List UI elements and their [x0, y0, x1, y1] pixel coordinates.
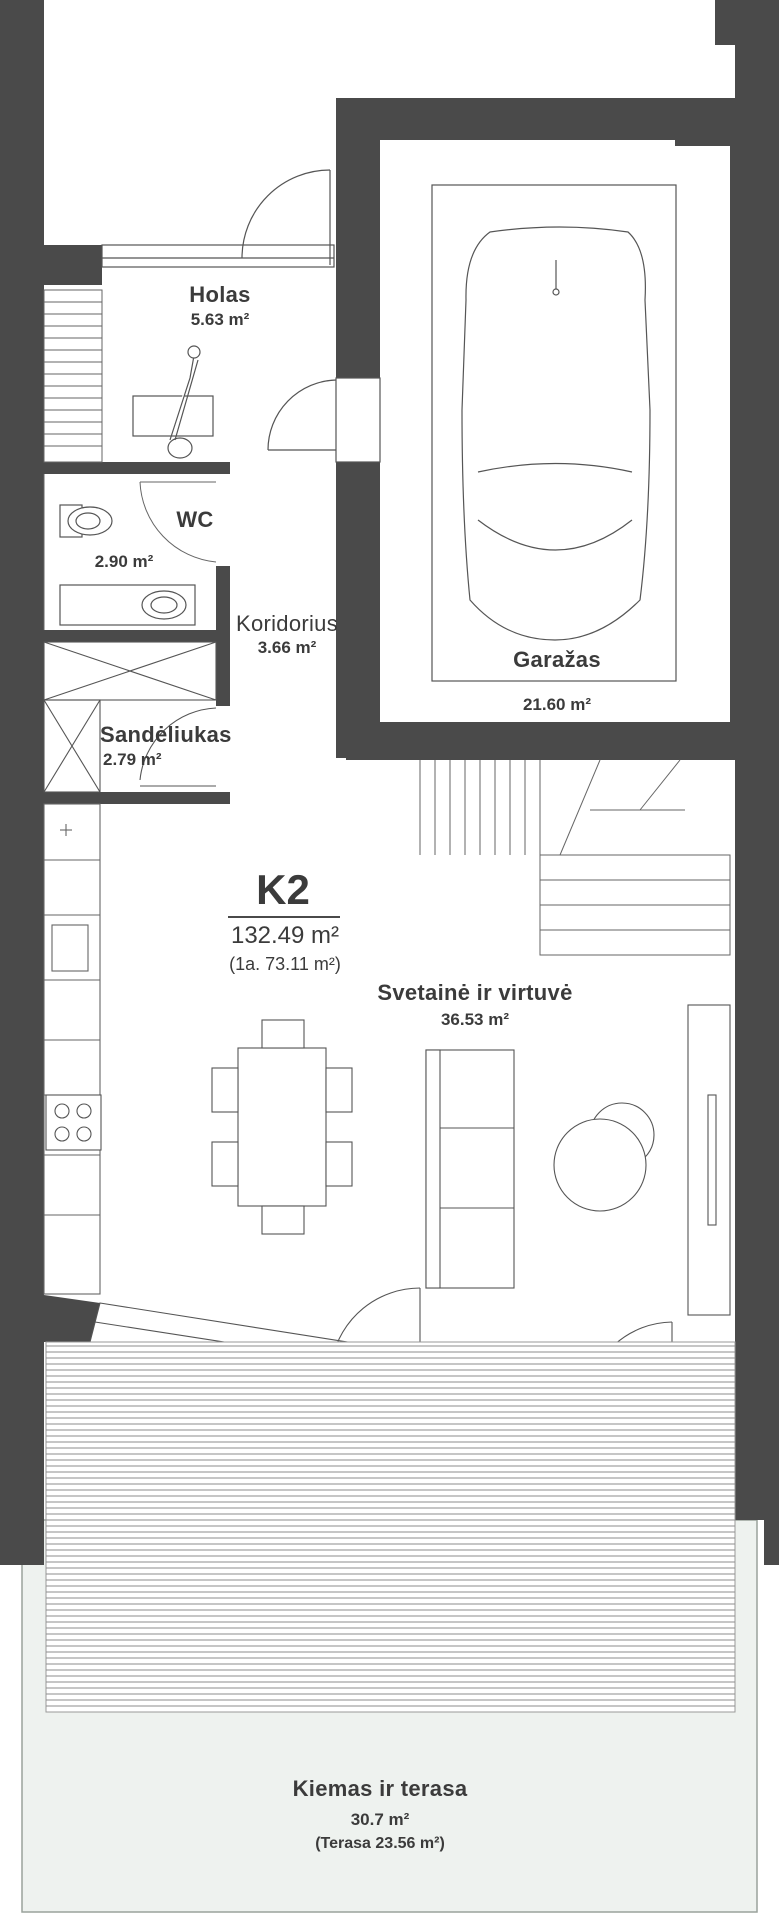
stove-icon — [46, 1095, 101, 1150]
code-underline — [228, 916, 340, 918]
terrace-area: (Terasa 23.56 m²) — [315, 1835, 445, 1852]
car-icon — [432, 185, 676, 681]
room-name-svetaine: Svetainė ir virtuvė — [377, 980, 573, 1005]
kitchen-counter — [44, 804, 100, 1294]
stairs-icon — [44, 290, 102, 462]
room-name-koridorius: Koridorius — [235, 611, 339, 636]
toilet-icon — [60, 505, 112, 537]
room-name-kiemas: Kiemas ir terasa — [292, 1776, 468, 1801]
room-area-wc: 2.90 m² — [94, 552, 154, 571]
apartment-total-area: 132.49 m² — [230, 922, 340, 949]
apartment-code: K2 — [256, 866, 310, 913]
room-name-garazas: Garažas — [513, 647, 601, 672]
room-area-koridorius: 3.66 m² — [257, 638, 317, 657]
apartment-first-floor-area: (1a. 73.11 m²) — [229, 954, 341, 974]
person-icon — [133, 346, 213, 458]
sofa — [426, 1050, 514, 1288]
tables — [554, 1005, 730, 1315]
room-area-garazas: 21.60 m² — [522, 695, 592, 714]
room-area-kiemas: 30.7 m² — [350, 1810, 410, 1829]
sink-icon — [60, 585, 195, 625]
room-area-holas: 5.63 m² — [190, 310, 250, 329]
room-area-sandeliukas: 2.79 m² — [103, 750, 162, 769]
dining-table — [212, 1020, 352, 1234]
room-name-sandeliukas: Sandėliukas — [100, 722, 232, 747]
room-name-holas: Holas — [189, 282, 251, 307]
stairs-main — [420, 760, 730, 955]
terrace-deck — [46, 1342, 735, 1712]
room-name-wc: WC — [176, 507, 214, 532]
room-area-svetaine: 36.53 m² — [440, 1010, 510, 1029]
